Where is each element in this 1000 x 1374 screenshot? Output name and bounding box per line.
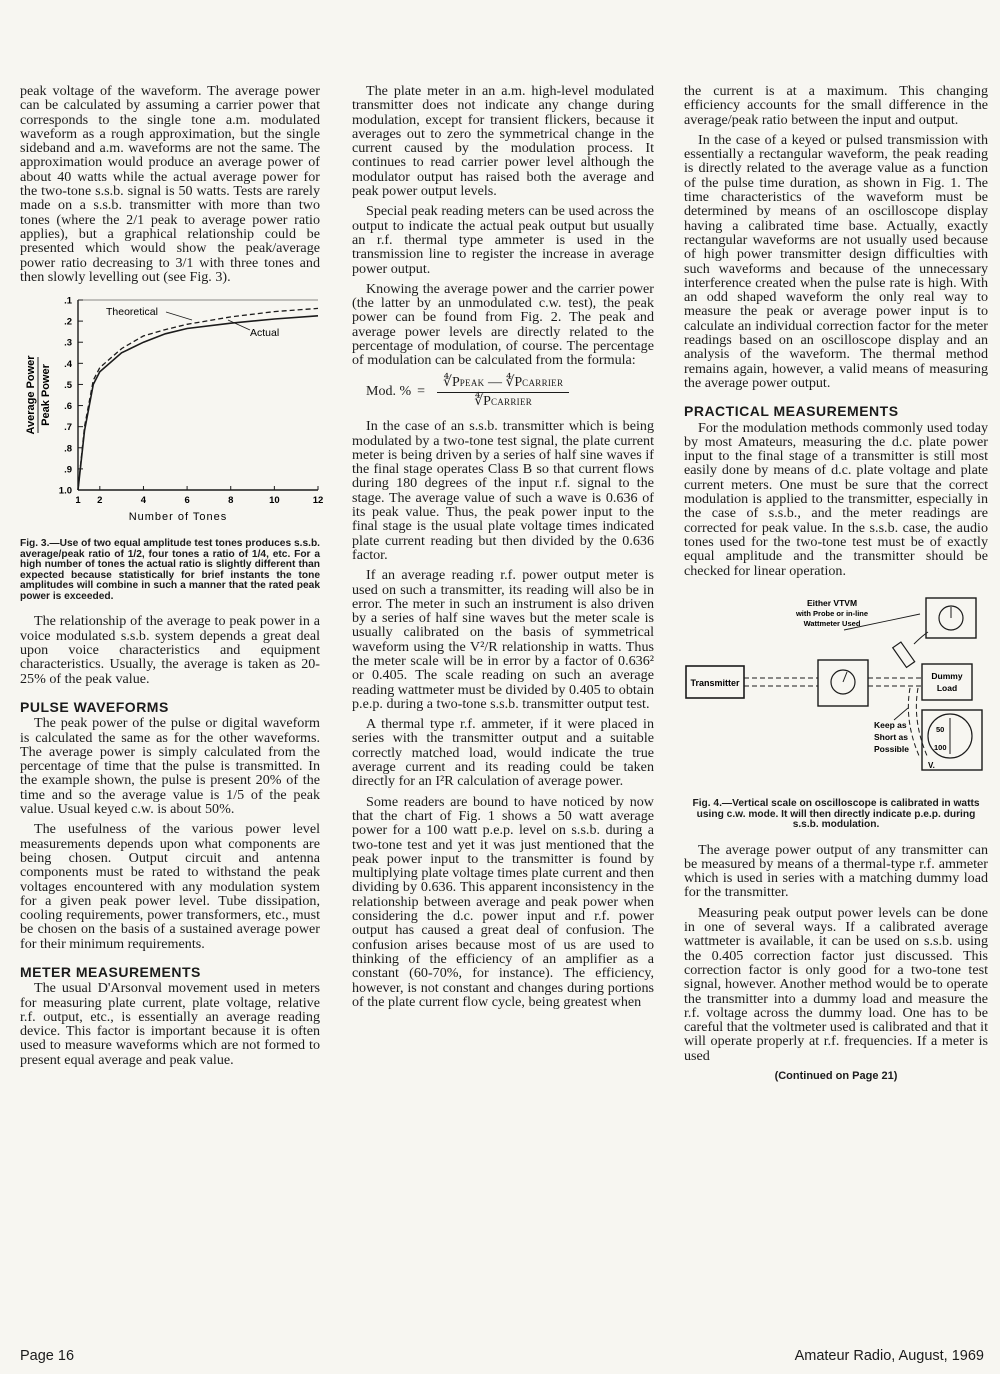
y-tick-label: .5 [64, 380, 72, 392]
ylabel-top: Average Power [25, 355, 37, 435]
probe [893, 642, 915, 667]
paragraph: For the modulation methods commonly used today by most Amateurs, measuring the d.c. plate power input to the final stage of a transmitter is still most easily done by means of d.c. plate voltage and plate current meters. One must be sure that the correct modulation is applied to the transmitter, especially in the case of s.s.b., and the meter readings are corrected for peak value. In the s.s.b. case, the audio tones used for the two-tone test must be of exactly equal amplitude and the transmitter should be checked for linear operation. [684, 419, 988, 579]
continued-note: (Continued on Page 21) [774, 1070, 898, 1083]
column-3 [684, 84, 988, 1083]
scope-mark-100: 100 [934, 742, 947, 752]
series-theoretical-line [78, 309, 318, 491]
root-carrier: ∜P [505, 374, 523, 390]
root-carrier-den: ∜P [474, 393, 491, 409]
transmitter-label: Transmitter [690, 677, 740, 688]
paragraph: The relationship of the average to peak power in a voice modulated s.s.b. system depends a great deal upon voice characteristics and equipment characteristics. Usually, the average is taken as 20-25% of the peak value. [20, 613, 320, 687]
x-tick-label: 2 [97, 495, 103, 507]
scope-lead [908, 688, 920, 758]
heading-practical-measurements: PRACTICAL MEASUREMENTS [684, 403, 899, 420]
y-tick-label: .7 [64, 422, 72, 434]
x-tick-label: 10 [269, 495, 280, 507]
sub-carrier-den: CARRIER [490, 396, 533, 407]
sub-peak: PEAK [459, 377, 485, 388]
paragraph: Measuring peak output power levels can be done in one of several ways. If a calibrated average wattmeter is available, it can be used on s.s.b. using the 0.405 correction factor just discussed. This correction factor is only good for a two-tone test signal, however. Another method would be to operate the transmitter into a dummy load and measure the r.f. voltage across the dummy load. One has to be careful that the voltmeter used is calibrated and that it will operate properly at r.f. frequencies. If a meter is used [684, 904, 988, 1064]
publication-footer: Amateur Radio, August, 1969 [794, 1348, 984, 1364]
ylabel-bottom: Peak Power [40, 364, 52, 427]
figure-3 [20, 292, 324, 602]
label-actual: Actual [250, 327, 280, 340]
wattmeter-needle [843, 672, 847, 682]
paragraph: Special peak reading meters can be used across the output to indicate the actual peak output but usually an r.f. thermal type ammeter is used in the transmission line to register the increase in average power output. [352, 203, 654, 277]
x-tick-label: 1 [75, 495, 81, 507]
label-theoretical: Theoretical [106, 306, 158, 319]
root-peak: ∜P [443, 374, 460, 390]
fig4-caption: Fig. 4.—Vertical scale on oscilloscope is calibrated in watts using c.w. mode. It will then directly indicate p.e.p. during s.s.b. modulation. [692, 798, 980, 831]
formula-numerator [437, 376, 569, 393]
sub-carrier: CARRIER [522, 377, 564, 388]
column-1 [20, 83, 324, 1073]
leader-theoretical [166, 312, 192, 320]
modulation-formula [352, 376, 654, 410]
paragraph: The usual D'Arsonval movement used in meters for measuring plate current, plate voltage, relative r.f. output, etc., is essentially an average reading device. This factor is important because it is often used to measure waveforms which are not formed to present equal average and peak value. [20, 980, 320, 1068]
keep-label-3: Possible [874, 743, 909, 754]
paragraph: The peak power of the pulse or digital waveform is calculated the same as for the other waveforms. The average power is simply calculated from the percentage of time that the pulse is transmitted. In the example shown, the pulse is present 20% of the time and so the average value is 1/5 of the peak value. Usual keyed c.w. is about 50%. [20, 715, 320, 818]
paragraph: Knowing the average power and the carrier power (the latter by an unmodulated c.w. test), the peak power can be found from Fig. 2. The peak and average power levels are directly related to the percentage of modulation, of course. The percentage of modulation can be calculated from the formula: [352, 280, 654, 369]
y-tick-label: .9 [64, 464, 72, 476]
paragraph: The plate meter in an a.m. high-level modulated transmitter does not indicate any change during modulation, except for transient flickers, because it averages out to zero the symmetrical change in the current caused by the modulation process. It continues to read carrier power level although the modulator output has raised both the average and peak power output levels. [352, 83, 654, 200]
formula-denominator [474, 393, 532, 409]
page-number: Page 16 [20, 1348, 75, 1364]
x-tick-label: 6 [184, 495, 190, 507]
fig4-diagram [684, 592, 988, 792]
scope-mark-50: 50 [936, 724, 945, 734]
v-label: V. [928, 760, 935, 770]
paragraph: In the case of a keyed or pulsed transmission with essentially a rectangular waveform, the peak reading is directly related to the average value as a function of the pulse time duration, as shown in Fig. 1. The time characteristics of the waveform must be determined by means of an oscilloscope display having a calibrated time base. Actually, exactly rectangular waveforms are not usually used because of high power transmitter design difficulties with such waveforms and because of the unnecessary interference created when the pulse rate is high. With an odd shaped waveform the only real way to measure the peak or average power input is to calculate an individual correction factor for the meter readings based on an oscilloscope display and an analysis of the waveform. The thermal method remains again, however, a valid means of measuring the average power output. [684, 131, 988, 391]
y-tick-label: .3 [64, 337, 72, 349]
y-tick-label: .8 [64, 443, 72, 455]
formula-equals: = [417, 384, 426, 400]
vtvm-label-3: Wattmeter Used [803, 618, 861, 628]
dummy-load-box [922, 664, 972, 700]
vtvm-label-1: Either VTVM [806, 597, 858, 608]
heading-pulse-waveforms: PULSE WAVEFORMS [20, 698, 169, 715]
paragraph: peak voltage of the waveform. The average power can be calculated by assuming a carrier power that corresponds to the single tone a.m. modulated waveform as a rough approximation, but the single sideband and a.m. waveforms are not the same. The approximation would produce an average power of about 40 watts while the actual average power for the two-tone s.s.b. signal is 50 watts. Tests are rarely made on a s.s.b. transmitter with more than two tones (where the 2/1 peak to average power ratio applies), but a graphical relationship could be presented which would show the peak/average power ratio decreasing to 3/1 with three tones and then slowly levelling out (see Fig. 3). [20, 83, 320, 285]
y-tick-label: .1 [64, 295, 72, 307]
fig3-chart [20, 292, 324, 532]
formula-lhs: Mod. % [366, 384, 412, 400]
dummy-label-1: Dummy [931, 670, 963, 681]
keep-label-1: Keep as [874, 719, 907, 730]
x-tick-label: 8 [228, 495, 234, 507]
formula-fraction [437, 376, 569, 410]
y-tick-label: .2 [64, 316, 72, 328]
paragraph: The usefulness of the various power level measurements depends upon what components are being chosen. Output circuit and antenna components must be rated to withstand the peak voltages encountered with any modulation system for a given peak power level. Tube dissipation, cooling requirements, power transformers, etc., must be chosen on the basis of a sustained average power for their minimum requirements. [20, 821, 320, 952]
paragraph: The average power output of any transmitter can be measured by means of a thermal-type r.f. ammeter which is used in series with a matching dummy load for the transmitter. [684, 841, 988, 901]
y-tick-label: 1.0 [58, 485, 72, 497]
keep-label-2: Short as [874, 731, 909, 742]
figure-4 [684, 592, 988, 831]
y-tick-label: .6 [64, 401, 72, 413]
probe-body [893, 642, 915, 667]
vtvm-label-2: with Probe or in-line [795, 608, 869, 618]
keep-leader [894, 708, 908, 720]
column-2 [352, 84, 654, 1015]
y-axis-title [25, 355, 52, 435]
paragraph: In the case of an s.s.b. transmitter which is being modulated by a two-tone test signal, the plate current meter is being driven by a series of half sine waves if the final stage operates Class B so that current flows during 180 degrees of the input r.f. signal to the stage. The average value of such a wave is 0.636 of its peak value. Thus, the peak power input to the final stage is the usual plate voltage times indicated plate current reading but then divided by the 0.636 factor. [352, 418, 654, 563]
series-actual-line [78, 316, 318, 490]
paragraph: the current is at a maximum. This changing efficiency accounts for the small difference in the average/peak ratio between the input and output. [684, 83, 988, 128]
formula-minus: — [487, 374, 502, 390]
paragraph: Some readers are bound to have noticed by now that the chart of Fig. 1 shows a 50 watt average power for a 100 watt p.e.p. level on s.s.b. during a two-tone test and yet it was just mentioned that the peak power input to the transmitter is found by multiplying plate voltage times plate current and then dividing by 0.636. This apparent inconsistency in the relationship between average and peak power when considering the d.c. power input and r.f. power output has caused a great deal of confusion. The confusion arises because most of us are used to thinking of the efficiency of an amplifier as a constant (60-70%, for instance). The efficiency, however, is not constant and changes during portions of the plate current flow cycle, being greatest when [352, 793, 654, 1010]
fig3-caption: Fig. 3.—Use of two equal amplitude test tones produces s.s.b. average/peak ratio of 1/2, four tones a ratio of 1/4, etc. For a high number of tones the actual ratio is slightly different than expected because statistically for brief instants the tone amplitudes will combine in such a manner that the rated peak power is exceeded. [20, 538, 321, 602]
paragraph: If an average reading r.f. power output meter is used on such a transmitter, its reading will also be in error. The meter in such an instrument is also driven by a series of half sine waves but the meter scale is usually calibrated on the basis of symmetrical waveform using the V²/R relationship in watts. Thus the meter scale will be in error by a factor of 0.636² or 0.405. The scale reading on such an average reading wattmeter must be divided by 0.405 to obtain p.e.p. during a two-tone s.s.b. transmitter output test. [352, 567, 654, 712]
wattmeter-box [818, 660, 868, 706]
paragraph: A thermal type r.f. ammeter, if it were placed in series with the transmitter output and a suitable correctly matched load, would indicate the true average current and its reading could be taken directly for an I²R calculation of average power. [352, 716, 654, 790]
y-tick-label: .4 [64, 358, 72, 370]
x-axis-title: Number of Tones [128, 511, 228, 524]
x-tick-label: 12 [312, 495, 324, 507]
x-tick-label: 4 [140, 495, 147, 507]
dummy-label-2: Load [936, 682, 958, 693]
heading-meter-measurements: METER MEASUREMENTS [20, 963, 201, 980]
